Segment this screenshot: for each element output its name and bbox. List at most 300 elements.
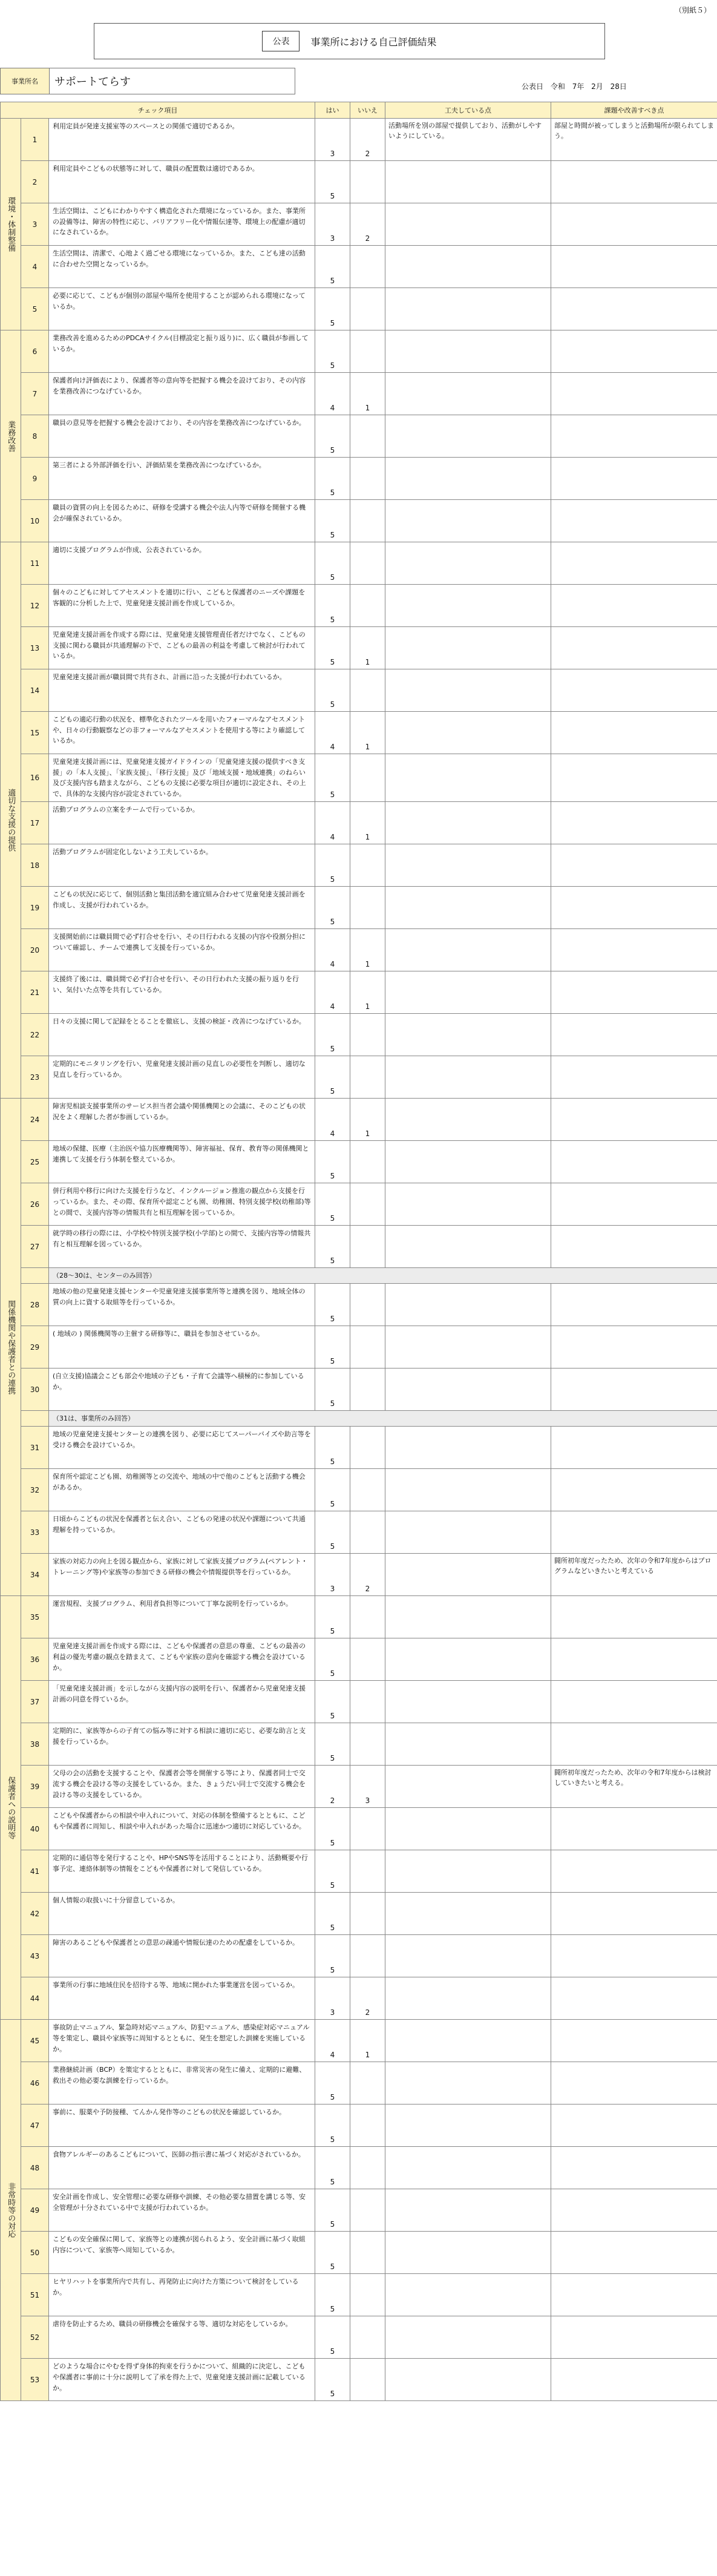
- yes-count: 5: [315, 2232, 350, 2274]
- check-item-text: 事故防止マニュアル、緊急時対応マニュアル、防犯マニュアル、感染症対応マニュアル等を策定し、職員や家族等に周知するとともに、発生を想定した訓練を実施しているか。: [49, 2020, 315, 2062]
- header-no: いいえ: [350, 102, 385, 119]
- table-row: [1, 161, 717, 203]
- issue-note: [551, 2020, 717, 2062]
- work-note: [385, 246, 551, 288]
- check-item-text: 生活空間は、こどもにわかりやすく構造化された環境になっているか。また、事業所の設備等は、障害の特性に応じ、バリアフリー化や情報伝達等、環境上の配慮が適切になされているか。: [49, 203, 315, 246]
- yes-count: 5: [315, 161, 350, 203]
- check-item-text: 活動プログラムの立案をチームで行っているか。: [49, 802, 315, 844]
- table-row: [1, 712, 717, 754]
- table-row: [1, 2062, 717, 2104]
- check-item-text: 地域の保健、医療（主治医や協力医療機関等）、障害福祉、保育、教育等の関係機関と連携して支援を行う体制を整えているか。: [49, 1141, 315, 1183]
- yes-count: 5: [315, 669, 350, 712]
- no-count: [350, 542, 385, 585]
- issue-note: [551, 1226, 717, 1268]
- item-number: 43: [21, 1935, 49, 1977]
- yes-count: 4: [315, 373, 350, 415]
- table-header-row: [1, 102, 717, 119]
- table-row: [1, 1326, 717, 1368]
- no-count: [350, 1014, 385, 1056]
- table-row: [1, 754, 717, 802]
- work-note: [385, 1638, 551, 1681]
- item-number: 32: [21, 1469, 49, 1511]
- header-issue: 課題や改善すべき点: [551, 102, 717, 119]
- table-row: [1, 627, 717, 669]
- issue-note: [551, 373, 717, 415]
- date-year: 7年: [572, 82, 584, 91]
- check-item-text: 必要に応じて、こどもが個別の部屋や場所を使用することが認められる環境になっているか。: [49, 288, 315, 330]
- no-count: 1: [350, 1099, 385, 1141]
- item-number: 42: [21, 1893, 49, 1935]
- check-item-text: 日々の支援に関して記録をとることを徹底し、支援の検証・改善につなげているか。: [49, 1014, 315, 1056]
- item-number: 11: [21, 542, 49, 585]
- issue-note: [551, 1935, 717, 1977]
- no-count: [350, 1183, 385, 1226]
- check-item-text: 虐待を防止するため、職員の研修機会を確保する等、適切な対応をしているか。: [49, 2316, 315, 2359]
- no-count: 1: [350, 627, 385, 669]
- issue-note: [551, 1427, 717, 1469]
- check-item-text: 「児童発達支援計画」を示しながら支援内容の説明を行い、保護者から児童発達支援計画の同意を得ているか。: [49, 1681, 315, 1723]
- item-number: 39: [21, 1766, 49, 1808]
- table-row: [1, 2232, 717, 2274]
- item-number: 18: [21, 844, 49, 887]
- work-note: [385, 627, 551, 669]
- item-number: 6: [21, 330, 49, 373]
- category-label: 関係機関や保護者との連携: [1, 1099, 21, 1596]
- check-item-text: 父母の会の活動を支援することや、保護者会等を開催する等により、保護者同士で交流する機会を設ける等の支援をしているか。また、きょうだい同士で交流する機会を設ける等の支援をしているか。: [49, 1766, 315, 1808]
- work-note: [385, 712, 551, 754]
- table-row: [1, 1284, 717, 1326]
- issue-note: [551, 2316, 717, 2359]
- work-note: [385, 1596, 551, 1638]
- issue-note: [551, 2274, 717, 2316]
- table-row: [1, 2274, 717, 2316]
- item-number: 44: [21, 1977, 49, 2020]
- issue-note: [551, 458, 717, 500]
- issue-note: [551, 1977, 717, 2020]
- issue-note: [551, 844, 717, 887]
- table-row: [1, 1469, 717, 1511]
- no-count: [350, 1808, 385, 1850]
- no-count: [350, 1935, 385, 1977]
- check-item-text: 事業所の行事に地域住民を招待する等、地域に開かれた事業運営を図っているか。: [49, 1977, 315, 2020]
- office-label: 事業所名: [1, 68, 50, 94]
- issue-note: [551, 1596, 717, 1638]
- work-note: [385, 754, 551, 802]
- check-item-text: 業務継続計画（BCP）を策定するとともに、非常災害の発生に備え、定期的に避難、救出その他必要な訓練を行っているか。: [49, 2062, 315, 2104]
- no-count: [350, 330, 385, 373]
- item-number: 45: [21, 2020, 49, 2062]
- check-item-text: こどもの状況に応じて、個別活動と集団活動を適宜組み合わせて児童発達支援計画を作成し、支援が行われているか。: [49, 887, 315, 929]
- table-row: [1, 1596, 717, 1638]
- yes-count: 5: [315, 2104, 350, 2147]
- date-day: 28日: [610, 82, 627, 91]
- table-row: [1, 1014, 717, 1056]
- issue-note: [551, 2232, 717, 2274]
- no-count: [350, 1226, 385, 1268]
- table-row: [1, 203, 717, 246]
- table-row: [1, 119, 717, 161]
- item-number: 41: [21, 1850, 49, 1893]
- table-row: [1, 1141, 717, 1183]
- check-item-text: 活動プログラムが固定化しないよう工夫しているか。: [49, 844, 315, 887]
- check-item-text: 地域の児童発達支援センターとの連携を図り、必要に応じてスーパーバイズや助言等を受ける機会を設けているか。: [49, 1427, 315, 1469]
- check-item-text: こどもの適応行動の状況を、標準化されたツールを用いたフォーマルなアセスメントや、日々の行動観察などの非フォーマルなアセスメントを使用する等により確認しているか。: [49, 712, 315, 754]
- issue-note: [551, 887, 717, 929]
- table-row: [1, 2189, 717, 2232]
- work-note: [385, 1469, 551, 1511]
- no-count: 1: [350, 712, 385, 754]
- yes-count: 5: [315, 1723, 350, 1766]
- check-item-text: 地域の他の児童発達支援センターや児童発達支援事業所等と連携を図り、地域全体の質の向上に資する取組等を行っているか。: [49, 1284, 315, 1326]
- yes-count: 4: [315, 2020, 350, 2062]
- work-note: [385, 1893, 551, 1935]
- issue-note: [551, 1681, 717, 1723]
- note-row: [1, 1411, 717, 1427]
- yes-count: 5: [315, 1511, 350, 1554]
- table-row: [1, 1056, 717, 1099]
- date-era: 令和: [550, 82, 565, 91]
- issue-note: 闘所初年度だったため、次年の令和7年度からはプログラムなどいきたいと考えている: [551, 1554, 717, 1596]
- no-count: [350, 288, 385, 330]
- yes-count: 5: [315, 1284, 350, 1326]
- item-number: 52: [21, 2316, 49, 2359]
- table-row: [1, 1850, 717, 1893]
- item-number: 13: [21, 627, 49, 669]
- item-number: 17: [21, 802, 49, 844]
- check-item-text: (自立支援)協議会こども部会や地域の子ども・子育て会議等へ積極的に参加しているか。: [49, 1368, 315, 1411]
- check-item-text: こどもの安全確保に関して、家族等との連携が図られるよう、安全計画に基づく取組内容について、家族等へ周知しているか。: [49, 2232, 315, 2274]
- yes-count: 4: [315, 712, 350, 754]
- yes-count: 5: [315, 2147, 350, 2189]
- table-row: [1, 2316, 717, 2359]
- item-number: 15: [21, 712, 49, 754]
- no-count: [350, 246, 385, 288]
- issue-note: [551, 330, 717, 373]
- item-number: 34: [21, 1554, 49, 1596]
- no-count: 2: [350, 119, 385, 161]
- work-note: [385, 415, 551, 458]
- no-count: [350, 2274, 385, 2316]
- no-count: [350, 887, 385, 929]
- note-spacer: [21, 1268, 49, 1284]
- no-count: [350, 585, 385, 627]
- issue-note: [551, 1638, 717, 1681]
- work-note: [385, 1850, 551, 1893]
- work-note: [385, 1014, 551, 1056]
- work-note: [385, 1554, 551, 1596]
- item-number: 4: [21, 246, 49, 288]
- no-count: [350, 1511, 385, 1554]
- yes-count: 5: [315, 1326, 350, 1368]
- issue-note: 闘所初年度だったため、次年の令和7年度からは検討していきたいと考える。: [551, 1766, 717, 1808]
- no-count: [350, 1723, 385, 1766]
- yes-count: 3: [315, 1977, 350, 2020]
- issue-note: [551, 288, 717, 330]
- check-item-text: 職員の意見等を把握する機会を設けており、その内容を業務改善につなげているか。: [49, 415, 315, 458]
- no-count: [350, 669, 385, 712]
- item-number: 33: [21, 1511, 49, 1554]
- item-number: 5: [21, 288, 49, 330]
- work-note: [385, 1099, 551, 1141]
- item-number: 40: [21, 1808, 49, 1850]
- yes-count: 5: [315, 542, 350, 585]
- yes-count: 5: [315, 1183, 350, 1226]
- yes-count: 5: [315, 415, 350, 458]
- no-count: [350, 458, 385, 500]
- table-row: [1, 585, 717, 627]
- table-row: [1, 2359, 717, 2401]
- no-count: 2: [350, 1554, 385, 1596]
- yes-count: 5: [315, 2316, 350, 2359]
- table-row: [1, 500, 717, 542]
- work-note: [385, 669, 551, 712]
- yes-count: 5: [315, 1368, 350, 1411]
- no-count: [350, 1850, 385, 1893]
- issue-note: [551, 1284, 717, 1326]
- item-number: 29: [21, 1326, 49, 1368]
- work-note: [385, 1935, 551, 1977]
- work-note: [385, 288, 551, 330]
- work-note: [385, 971, 551, 1014]
- item-number: 10: [21, 500, 49, 542]
- table-row: [1, 1226, 717, 1268]
- category-label: 非常時等の対応: [1, 2020, 21, 2401]
- issue-note: [551, 1141, 717, 1183]
- no-count: [350, 1638, 385, 1681]
- yes-count: 5: [315, 2359, 350, 2401]
- no-count: 2: [350, 203, 385, 246]
- no-count: [350, 2104, 385, 2147]
- item-number: 35: [21, 1596, 49, 1638]
- yes-count: 5: [315, 2189, 350, 2232]
- yes-count: 5: [315, 1226, 350, 1268]
- work-note: [385, 458, 551, 500]
- issue-note: [551, 712, 717, 754]
- work-note: [385, 2062, 551, 2104]
- item-number: 27: [21, 1226, 49, 1268]
- no-count: [350, 754, 385, 802]
- check-item-text: 就学時の移行の際には、小学校や特別支援学校(小学部)との間で、支援内容等の情報共有と相互理解を図っているか。: [49, 1226, 315, 1268]
- yes-count: 5: [315, 1056, 350, 1099]
- issue-note: [551, 754, 717, 802]
- annex-label: （別紙５）: [674, 6, 711, 15]
- check-item-text: 併行利用や移行に向けた支援を行うなど、インクルージョン推進の観点から支援を行っているか。また、その際、保育所や認定こども園、幼稚園、特別支援学校(幼稚部)等との間で、支援内容等の情報共有と相互理解を図っているか。: [49, 1183, 315, 1226]
- work-note: [385, 802, 551, 844]
- no-count: [350, 1056, 385, 1099]
- no-count: [350, 2316, 385, 2359]
- issue-note: [551, 203, 717, 246]
- item-number: 9: [21, 458, 49, 500]
- work-note: 活動場所を別の部屋で提供しており、活動がしやすいようにしている。: [385, 119, 551, 161]
- item-number: 21: [21, 971, 49, 1014]
- item-number: 23: [21, 1056, 49, 1099]
- item-number: 30: [21, 1368, 49, 1411]
- item-number: 38: [21, 1723, 49, 1766]
- yes-count: 5: [315, 1893, 350, 1935]
- table-row: [1, 542, 717, 585]
- table-row: [1, 373, 717, 415]
- item-number: 36: [21, 1638, 49, 1681]
- work-note: [385, 330, 551, 373]
- no-count: [350, 2359, 385, 2401]
- no-count: 1: [350, 373, 385, 415]
- table-row: [1, 1554, 717, 1596]
- issue-note: [551, 1014, 717, 1056]
- work-note: [385, 161, 551, 203]
- check-item-text: 児童発達支援計画が職員間で共有され、計画に沿った支援が行われているか。: [49, 669, 315, 712]
- category-label: 保護者への説明等: [1, 1596, 21, 2020]
- item-number: 19: [21, 887, 49, 929]
- item-number: 14: [21, 669, 49, 712]
- check-item-text: 保育所や認定こども園、幼稚園等との交流や、地域の中で他のこどもと活動する機会があるか。: [49, 1469, 315, 1511]
- issue-note: [551, 1850, 717, 1893]
- work-note: [385, 1511, 551, 1554]
- yes-count: 5: [315, 754, 350, 802]
- check-item-text: 運営規程、支援プログラム、利用者負担等について丁寧な説明を行っているか。: [49, 1596, 315, 1638]
- section-note: （31は、事業所のみ回答）: [49, 1411, 717, 1427]
- work-note: [385, 1056, 551, 1099]
- no-count: [350, 1368, 385, 1411]
- check-item-text: 支援開始前には職員間で必ず打合せを行い、その日行われる支援の内容や役割分担について確認し、チームで連携して支援を行っているか。: [49, 929, 315, 971]
- issue-note: [551, 627, 717, 669]
- no-count: [350, 161, 385, 203]
- item-number: 28: [21, 1284, 49, 1326]
- check-item-text: 児童発達支援計画を作成する際には、児童発達支援管理責任者だけでなく、こどもの支援に関わる職員が共通理解の下で、こどもの最善の利益を考慮して検討が行われているか。: [49, 627, 315, 669]
- table-row: [1, 288, 717, 330]
- section-note: （28～30は、センターのみ回答）: [49, 1268, 717, 1284]
- no-count: [350, 844, 385, 887]
- work-note: [385, 1284, 551, 1326]
- category-label: 適切な支援の提供: [1, 542, 21, 1099]
- item-number: 12: [21, 585, 49, 627]
- no-count: [350, 1596, 385, 1638]
- work-note: [385, 2232, 551, 2274]
- yes-count: 5: [315, 458, 350, 500]
- no-count: [350, 1893, 385, 1935]
- work-note: [385, 1141, 551, 1183]
- no-count: [350, 415, 385, 458]
- check-item-text: 保護者向け評価表により、保護者等の意向等を把握する機会を設けており、その内容を業務改善につなげているか。: [49, 373, 315, 415]
- yes-count: 5: [315, 500, 350, 542]
- work-note: [385, 1326, 551, 1368]
- issue-note: [551, 161, 717, 203]
- work-note: [385, 2147, 551, 2189]
- check-item-text: 日頃からこどもの状況を保護者と伝え合い、こどもの発達の状況や課題について共通理解を持っているか。: [49, 1511, 315, 1554]
- table-row: [1, 1638, 717, 1681]
- check-item-text: こどもや保護者からの相談や申入れについて、対応の体制を整備するとともに、こどもや保護者に周知し、相談や申入れがあった場合に迅速かつ適切に対応しているか。: [49, 1808, 315, 1850]
- yes-count: 5: [315, 1469, 350, 1511]
- yes-count: 4: [315, 802, 350, 844]
- item-number: 22: [21, 1014, 49, 1056]
- issue-note: [551, 2062, 717, 2104]
- no-count: [350, 2147, 385, 2189]
- issue-note: [551, 1723, 717, 1766]
- table-row: [1, 1368, 717, 1411]
- yes-count: 5: [315, 627, 350, 669]
- page-title: 事業所における自己評価結果: [310, 36, 437, 48]
- work-note: [385, 1183, 551, 1226]
- no-count: [350, 500, 385, 542]
- work-note: [385, 929, 551, 971]
- yes-count: 2: [315, 1766, 350, 1808]
- check-item-text: 個々のこどもに対してアセスメントを適切に行い、こどもと保護者のニーズや課題を客観的に分析した上で、児童発達支援計画を作成しているか。: [49, 585, 315, 627]
- issue-note: [551, 542, 717, 585]
- table-row: [1, 330, 717, 373]
- issue-note: [551, 1326, 717, 1368]
- table-row: [1, 246, 717, 288]
- table-row: [1, 1099, 717, 1141]
- header-yes: はい: [315, 102, 350, 119]
- no-count: 2: [350, 1977, 385, 2020]
- item-number: 7: [21, 373, 49, 415]
- table-row: [1, 1766, 717, 1808]
- issue-note: [551, 971, 717, 1014]
- table-row: [1, 1723, 717, 1766]
- work-note: [385, 542, 551, 585]
- item-number: 50: [21, 2232, 49, 2274]
- item-number: 51: [21, 2274, 49, 2316]
- yes-count: 5: [315, 288, 350, 330]
- table-row: [1, 1183, 717, 1226]
- item-number: 46: [21, 2062, 49, 2104]
- item-number: 24: [21, 1099, 49, 1141]
- yes-count: 5: [315, 1427, 350, 1469]
- issue-note: [551, 1469, 717, 1511]
- issue-note: [551, 1893, 717, 1935]
- issue-note: [551, 415, 717, 458]
- item-number: 16: [21, 754, 49, 802]
- table-row: [1, 1427, 717, 1469]
- work-note: [385, 1808, 551, 1850]
- issue-note: [551, 1183, 717, 1226]
- table-row: [1, 2020, 717, 2062]
- no-count: [350, 1284, 385, 1326]
- no-count: 1: [350, 971, 385, 1014]
- issue-note: [551, 1808, 717, 1850]
- publish-date: [522, 81, 632, 91]
- table-row: [1, 929, 717, 971]
- check-item-text: 安全計画を作成し、安全管理に必要な研修や訓練、その他必要な措置を講じる等、安全管理が十分されている中で支援が行われているか。: [49, 2189, 315, 2232]
- publish-badge: 公表: [262, 31, 300, 51]
- item-number: 20: [21, 929, 49, 971]
- work-note: [385, 1766, 551, 1808]
- check-item-text: 児童発達支援計画を作成する際には、こどもや保護者の意思の尊重、こどもの最善の利益の優先考慮の観点を踏まえて、こどもや家族の意向を確認する機会を設けているか。: [49, 1638, 315, 1681]
- yes-count: 5: [315, 1935, 350, 1977]
- issue-note: [551, 500, 717, 542]
- title-box: [94, 23, 605, 59]
- issue-note: [551, 2359, 717, 2401]
- check-item-text: 利用定員やこどもの状態等に対して、職員の配置数は適切であるか。: [49, 161, 315, 203]
- issue-note: [551, 246, 717, 288]
- office-row: [0, 68, 295, 94]
- category-label: 業務改善: [1, 330, 21, 542]
- table-row: [1, 2147, 717, 2189]
- table-row: [1, 1977, 717, 2020]
- check-item-text: 利用定員が発達支援室等のスペースとの関係で適切であるか。: [49, 119, 315, 161]
- issue-note: [551, 2104, 717, 2147]
- issue-note: [551, 1099, 717, 1141]
- table-row: [1, 1893, 717, 1935]
- issue-note: [551, 1056, 717, 1099]
- yes-count: 5: [315, 1681, 350, 1723]
- item-number: 1: [21, 119, 49, 161]
- check-item-text: 食物アレルギーのあるこどもについて、医師の指示書に基づく対応がされているか。: [49, 2147, 315, 2189]
- item-number: 49: [21, 2189, 49, 2232]
- table-row: [1, 1511, 717, 1554]
- yes-count: 5: [315, 330, 350, 373]
- table-row: [1, 802, 717, 844]
- note-row: [1, 1268, 717, 1284]
